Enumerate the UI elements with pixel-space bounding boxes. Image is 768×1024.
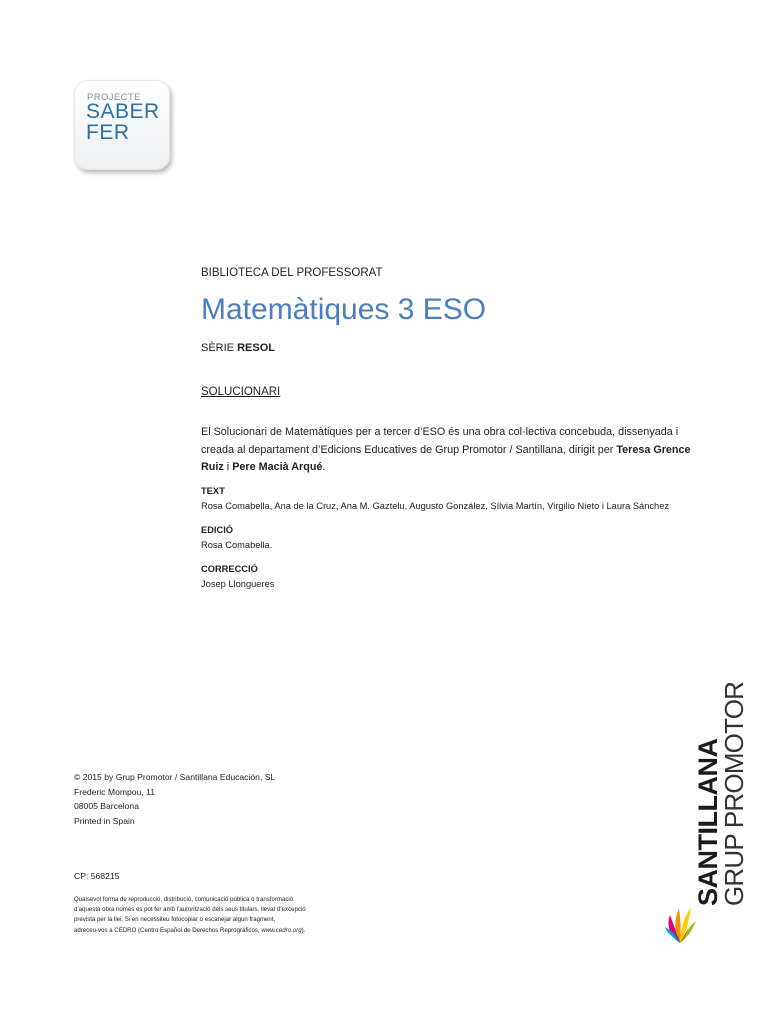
logo-line-fer: FER (86, 121, 130, 144)
logo-line-projecte: PROJECTE (87, 92, 141, 103)
saber-fer-logo (74, 80, 170, 170)
brand-grup-promotor: GRUP PROMOTOR (719, 681, 749, 906)
description-end: . (322, 461, 326, 473)
credits-edicio-value: Rosa Comabella. (201, 539, 273, 550)
credits-text-value: Rosa Comabella, Ana de la Cruz, Ana M. Gaztelu, Augusto González, Sílvia Martín, Virgilio Nieto i Laura Sánchez (201, 500, 670, 511)
credits-text-label: TEXT (201, 485, 225, 496)
main-content (201, 267, 701, 593)
description-and: i (223, 461, 233, 473)
cp-code: CP: 568215 (74, 871, 120, 881)
legal-notice (74, 895, 374, 936)
legal-line-4 (74, 926, 374, 936)
solucionari-heading: SOLUCIONARI (201, 386, 281, 398)
copyright-line: © 2015 by Grup Promotor / Santillana Educación, SL (74, 772, 276, 782)
library-label: BIBLIOTECA DEL PROFESSORAT (201, 267, 383, 279)
city-line: 08005 Barcelona (74, 801, 139, 811)
legal-line-3: prevista per la llei. Si en necessiteu fotocopiar o escanejar algun fragment, (74, 916, 276, 924)
street-line: Frederic Mompou, 11 (74, 786, 156, 797)
series-name: RESOL (237, 342, 275, 354)
publisher-address (74, 770, 275, 828)
legal-line-4-start: adreceu-vos a CEDRO (Centro Español de Derechos Reprográficos, (74, 926, 262, 934)
description-text: El Solucionari de Matemàtiques per a tercer d’ESO és una obra col·lectiva concebuda, dissenyada i creada al departament d’Edicions Educatives de Grup Promotor / Santillana, dirigit per (201, 426, 679, 456)
description-paragraph (201, 424, 691, 477)
series-prefix: SÈRIE (201, 342, 235, 354)
printed-line: Printed in Spain (74, 815, 135, 826)
director-name-2: Pere Macià Arqué (232, 461, 323, 473)
credits-edicio-label: EDICIÓ (201, 524, 234, 535)
book-title: Matemàtiques 3 ESO (201, 293, 487, 326)
legal-line-2: d’aquesta obra només es pot fer amb l’autorització dels seus titulars, llevat d’excepció (74, 906, 306, 914)
credits-correccio-label: CORRECCIÓ (201, 563, 258, 574)
cedro-url: www.cedro.org (261, 926, 302, 934)
legal-line-1: Qualsevol forma de reproducció, distribució, comunicació pública o transformació (74, 896, 294, 903)
brand-santillana: SANTILLANA (693, 738, 723, 906)
credits-correccio-value: Josep Llongueres (201, 578, 275, 589)
legal-line-4-end: ). (301, 926, 306, 934)
director-name-1: Teresa Grence Ruiz (201, 443, 691, 473)
series-line (201, 342, 701, 354)
logo-line-saber: SABER (86, 100, 160, 123)
